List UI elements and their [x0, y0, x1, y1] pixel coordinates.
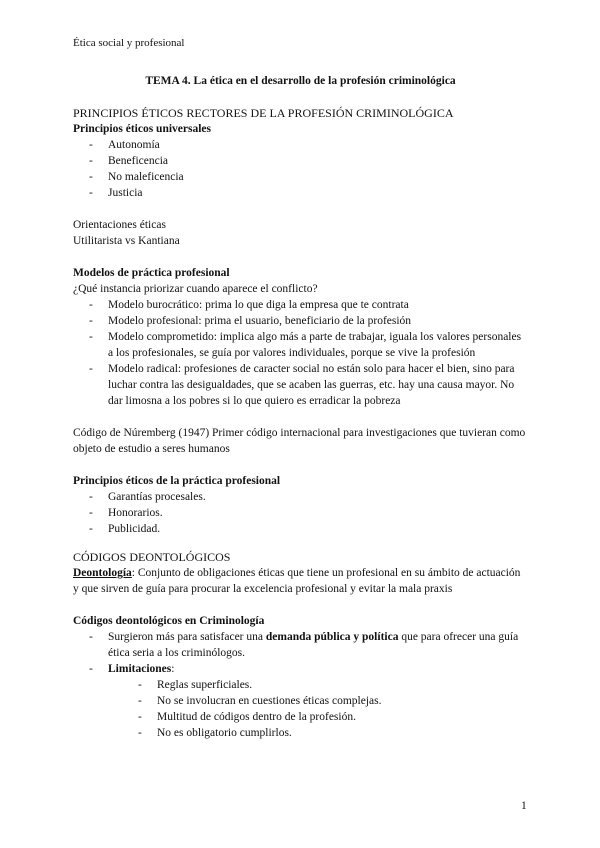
orientations-detail: Utilitarista vs Kantiana: [73, 235, 180, 247]
list-item: - Autonomía: [73, 137, 528, 153]
subheading-universales: Principios éticos universales: [73, 123, 211, 135]
subheading-criminologia: Códigos deontológicos en Criminología: [73, 615, 265, 627]
document-body: [73, 73, 528, 741]
list-item: - Surgieron más para satisfacer una demanda pública y política que para ofrecer una guía ética seria a los criminólogos.: [73, 629, 528, 661]
list-item: - No es obligatorio cumplirlos.: [122, 725, 528, 741]
list-item: - Justicia: [73, 185, 528, 201]
practice-principles-list: [73, 489, 528, 537]
deontology-text: : Conjunto de obligaciones éticas que tiene un profesional en su ámbito de actuación y que sirven de guía para procurar la excelencia profesional y evitar la mala praxis: [73, 567, 521, 595]
list-item: - No maleficencia: [73, 169, 528, 185]
list-item: - Modelo burocrático: prima lo que diga la empresa que te contrata: [73, 297, 528, 313]
list-item: - Reglas superficiales.: [122, 677, 528, 693]
list-item: - No se involucran en cuestiones éticas complejas.: [122, 693, 528, 709]
nuremberg-paragraph: Código de Núremberg (1947) Primer código internacional para investigaciones que tuvieran como objeto de estudio a seres humanos: [73, 427, 526, 455]
document-title: TEMA 4. La ética en el desarrollo de la profesión criminológica: [145, 75, 456, 87]
list-item: - Multitud de códigos dentro de la profesión.: [122, 709, 528, 725]
section-heading-principios: PRINCIPIOS ÉTICOS RECTORES DE LA PROFESIÓN CRIMINOLÓGICA: [73, 106, 454, 120]
orientations-line: Orientaciones éticas: [73, 219, 166, 231]
subheading-practica: Principios éticos de la práctica profesional: [73, 475, 281, 487]
deontology-term: Deontología: [73, 567, 132, 579]
list-item: - Garantías procesales.: [73, 489, 528, 505]
models-list: [73, 297, 528, 409]
list-item: - Modelo profesional: prima el usuario, beneficiario de la profesión: [73, 313, 528, 329]
list-item: - Honorarios.: [73, 505, 528, 521]
conflict-question: ¿Qué instancia priorizar cuando aparece el conflicto?: [73, 283, 318, 295]
limitations-list: [122, 677, 528, 741]
deontology-definition: [73, 565, 528, 597]
subheading-modelos: Modelos de práctica profesional: [73, 267, 230, 279]
list-item: - Modelo comprometido: implica algo más a parte de trabajar, iguala los valores personales a los profesionales, se guía por valores individuales, porque se vive la profesión: [73, 329, 528, 361]
page-number: 1: [521, 800, 527, 812]
list-item: - Modelo radical: profesiones de caracter social no están solo para hacer el bien, sino para luchar contra las desigualdades, que se acaben las guerras, etc. hay una causa mayor. No dar limosna a los pobres si lo que quiero es erradicar la pobreza: [73, 361, 528, 409]
list-item: - Beneficencia: [73, 153, 528, 169]
universal-principles-list: [73, 137, 528, 201]
list-item: - Publicidad.: [73, 521, 528, 537]
section-heading-codigos: CÓDIGOS DEONTOLÓGICOS: [73, 550, 231, 564]
running-header: Ética social y profesional: [73, 37, 185, 49]
list-item-limitaciones: - Limitaciones: - Reglas superficiales. - No se involucran en cuestiones éticas complejas. - Multitud de códigos dentro de la profesión. - No es obligatorio cumplirlos.: [73, 661, 528, 741]
criminology-codes-list: [73, 629, 528, 741]
